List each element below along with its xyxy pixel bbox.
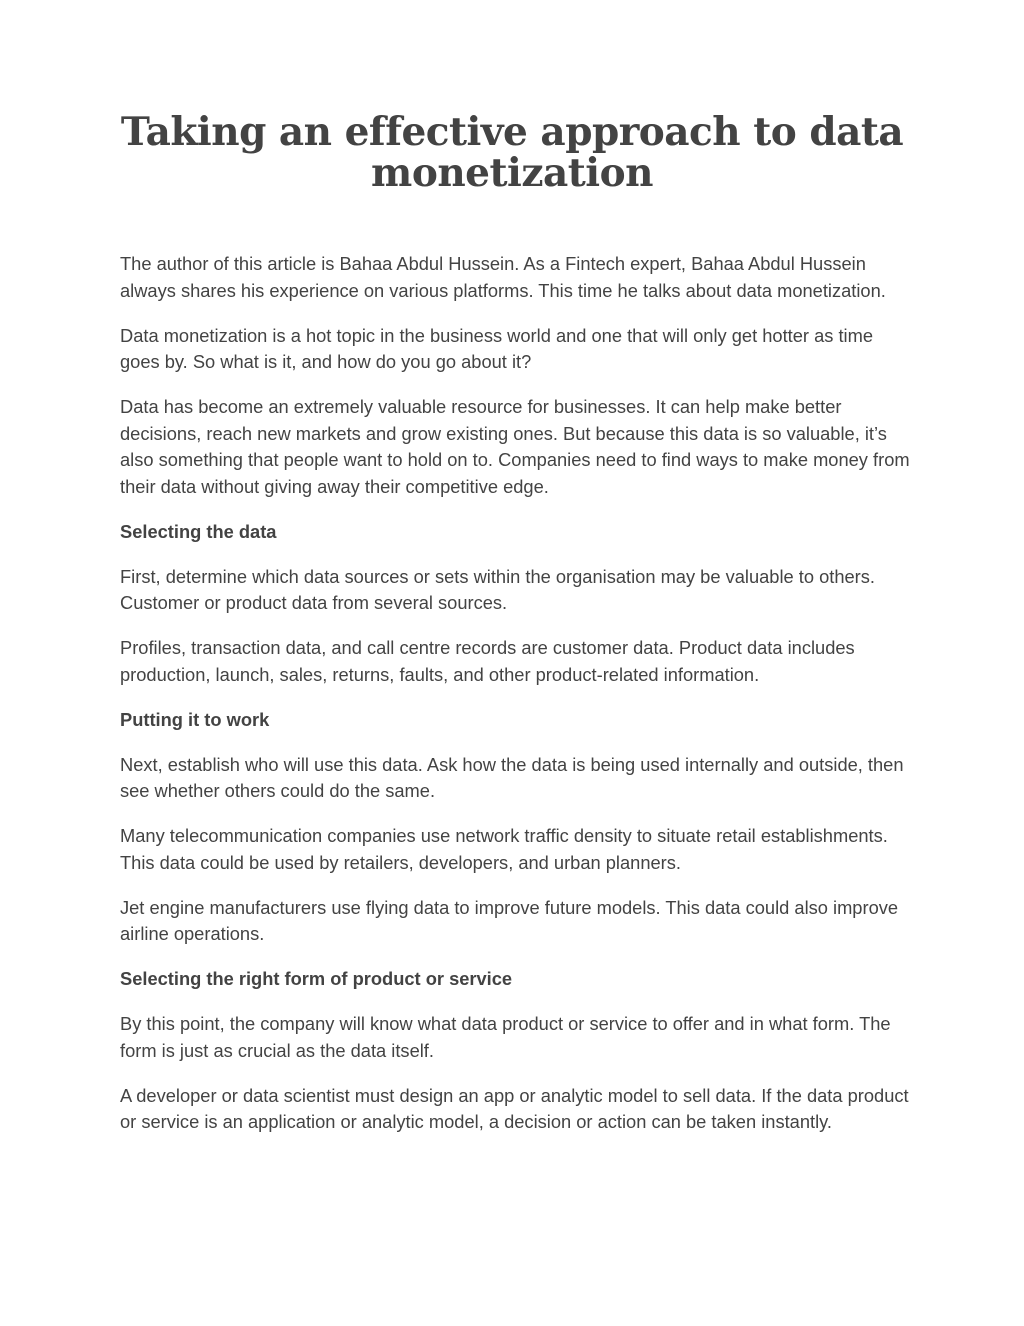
document-title: Taking an effective approach to data monetization [120,109,904,196]
document-body [120,251,910,1154]
paragraph-valuable-resource: Data has become an extremely valuable resource for businesses. It can help make better decisions, reach new markets and grow existing ones. But because this data is so valuable, it’s also something that people want to hold on to. Companies need to find ways to make money from their data without giving away their competitive edge. [120,396,910,497]
paragraph-developer-app: A developer or data scientist must design an app or analytic model to sell data. If the data product or service is an application or analytic model, a decision or action can be taken instantly. [120,1084,909,1132]
section-heading-right-form: Selecting the right form of product or service [120,968,513,989]
section-heading-putting-to-work: Putting it to work [120,708,270,730]
paragraph-determine-sources: First, determine which data sources or sets within the organisation may be valuable to others. Customer or product data from several sources. [120,565,875,613]
section-heading-selecting-data: Selecting the data [120,520,277,542]
paragraph-jet-engine-example: Jet engine manufacturers use flying data to improve future models. This data could also improve airline operations. [120,896,899,944]
paragraph-author-intro: The author of this article is Bahaa Abdul Hussein. As a Fintech expert, Bahaa Abdul Hussein always shares his experience on various platforms. This time he talks about data monetization. [120,253,886,301]
paragraph-hot-topic: Data monetization is a hot topic in the business world and one that will only get hotter as time goes by. So what is it, and how do you go about it? [120,324,873,372]
paragraph-telecom-example: Many telecommunication companies use network traffic density to situate retail establishments. This data could be used by retailers, developers, and urban planners. [120,825,888,873]
paragraph-form-crucial: By this point, the company will know what data product or service to offer and in what form. The form is just as crucial as the data itself. [120,1013,891,1061]
paragraph-establish-users: Next, establish who will use this data. Ask how the data is being used internally and outside, then see whether others could do the same. [120,753,904,801]
paragraph-customer-product-data: Profiles, transaction data, and call centre records are customer data. Product data includes production, launch, sales, returns, faults, and other product-related information. [120,637,855,685]
